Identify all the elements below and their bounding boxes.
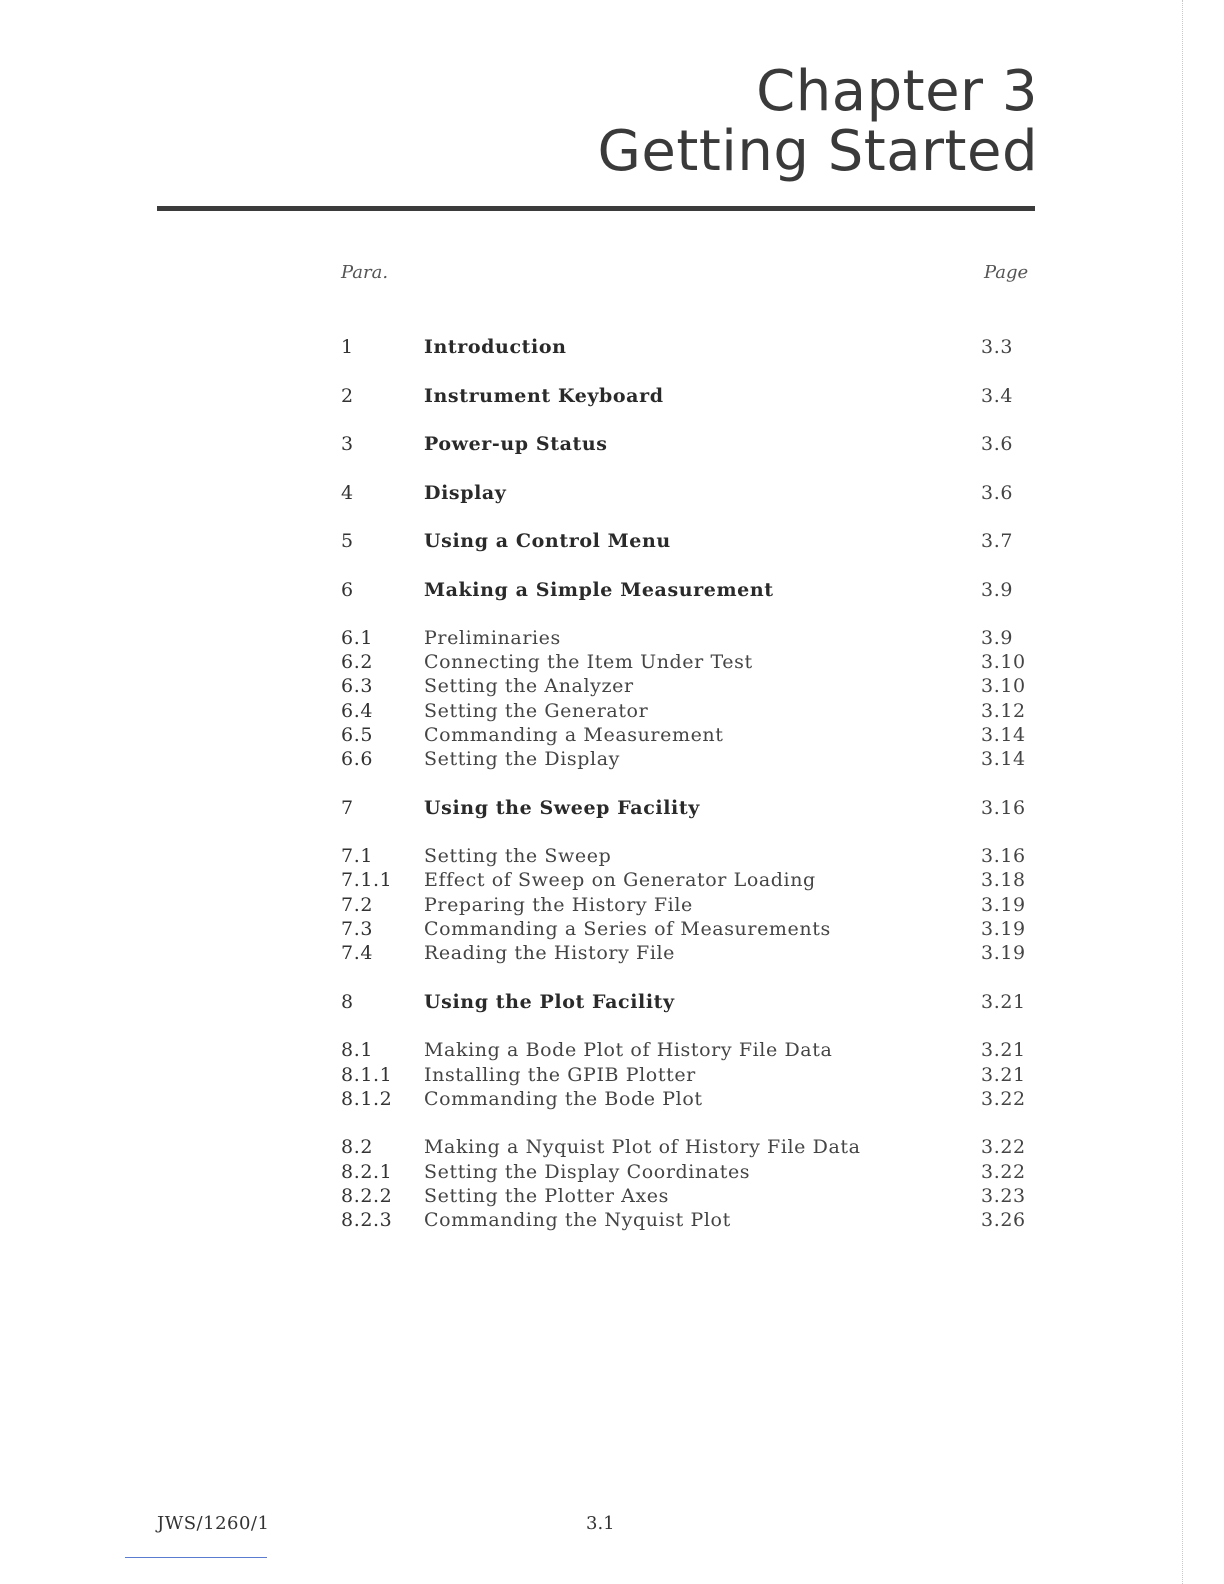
toc-para-number: 7.4 (341, 942, 374, 964)
toc-page-number: 3.22 (981, 1088, 1026, 1110)
toc-para-number: 6.1 (341, 627, 374, 649)
toc-entry (0, 482, 1224, 506)
toc-entry (0, 894, 1224, 918)
toc-title: Commanding a Series of Measurements (424, 918, 831, 940)
toc-title: Preliminaries (424, 627, 561, 649)
toc-page-number: 3.21 (981, 1064, 1026, 1086)
toc-para-number: 3 (341, 433, 354, 455)
toc-page-number: 3.4 (981, 385, 1014, 407)
toc-title: Reading the History File (424, 942, 676, 964)
toc-entry (0, 579, 1224, 603)
toc-title: Setting the Display (424, 748, 620, 770)
toc-page-number: 3.22 (981, 1136, 1026, 1158)
toc-title: Using a Control Menu (424, 530, 671, 552)
toc-title: Setting the Sweep (424, 845, 612, 867)
toc-entry (0, 942, 1224, 966)
toc-title: Using the Sweep Facility (424, 797, 700, 819)
toc-page-number: 3.9 (981, 627, 1014, 649)
toc-entry (0, 433, 1224, 457)
toc-page-number: 3.23 (981, 1185, 1026, 1207)
toc-title: Power-up Status (424, 433, 608, 455)
toc-page-number: 3.21 (981, 991, 1026, 1013)
toc-title: Effect of Sweep on Generator Loading (424, 869, 816, 891)
toc-entry (0, 530, 1224, 554)
toc-entry (0, 1161, 1224, 1185)
document-id: JWS/1260/1 (157, 1513, 270, 1534)
toc-page-number: 3.22 (981, 1161, 1026, 1183)
toc-entry (0, 991, 1224, 1015)
toc-para-number: 7.3 (341, 918, 374, 940)
toc-para-number: 6.2 (341, 651, 374, 673)
toc-page-number: 3.18 (981, 869, 1026, 891)
toc-para-number: 6 (341, 579, 354, 601)
toc-entry (0, 918, 1224, 942)
toc-page-number: 3.19 (981, 942, 1026, 964)
toc-page-number: 3.14 (981, 724, 1026, 746)
para-column-header: Para. (341, 262, 389, 283)
toc-para-number: 7 (341, 797, 354, 819)
toc-page-number: 3.10 (981, 651, 1026, 673)
toc-entry (0, 675, 1224, 699)
toc-page-number: 3.21 (981, 1039, 1026, 1061)
toc-title: Installing the GPIB Plotter (424, 1064, 696, 1086)
toc-entry (0, 336, 1224, 360)
toc-entry (0, 700, 1224, 724)
toc-page-number: 3.10 (981, 675, 1026, 697)
toc-entry (0, 748, 1224, 772)
toc-entry (0, 1088, 1224, 1112)
toc-entry (0, 797, 1224, 821)
toc-page-number: 3.9 (981, 579, 1014, 601)
toc-para-number: 4 (341, 482, 354, 504)
toc-entry (0, 724, 1224, 748)
toc-para-number: 7.2 (341, 894, 374, 916)
toc-title: Preparing the History File (424, 894, 693, 916)
toc-entry (0, 651, 1224, 675)
toc-title: Making a Bode Plot of History File Data (424, 1039, 833, 1061)
toc-title: Setting the Plotter Axes (424, 1185, 669, 1207)
chapter-heading (597, 59, 1038, 185)
page-column-header: Page (984, 262, 1029, 283)
scan-edge-marks (1182, 0, 1184, 1584)
toc-title: Instrument Keyboard (424, 385, 664, 407)
toc-para-number: 8.1.1 (341, 1064, 393, 1086)
toc-page-number: 3.6 (981, 433, 1014, 455)
toc-entry (0, 869, 1224, 893)
toc-page-number: 3.14 (981, 748, 1026, 770)
chapter-number: Chapter 3 (756, 59, 1038, 124)
toc-title: Commanding the Bode Plot (424, 1088, 703, 1110)
toc-entry (0, 385, 1224, 409)
toc-page-number: 3.16 (981, 797, 1026, 819)
toc-entry (0, 1185, 1224, 1209)
chapter-title: Getting Started (597, 119, 1038, 185)
page-number: 3.1 (586, 1513, 615, 1534)
toc-para-number: 7.1.1 (341, 869, 393, 891)
toc-page-number: 3.12 (981, 700, 1026, 722)
toc-page-number: 3.3 (981, 336, 1014, 358)
toc-entry (0, 1209, 1224, 1233)
toc-para-number: 7.1 (341, 845, 374, 867)
toc-para-number: 8.1.2 (341, 1088, 393, 1110)
toc-para-number: 2 (341, 385, 354, 407)
toc-entry (0, 1039, 1224, 1063)
toc-title: Making a Simple Measurement (424, 579, 774, 601)
toc-title: Introduction (424, 336, 567, 358)
toc-para-number: 6.5 (341, 724, 374, 746)
toc-title: Setting the Generator (424, 700, 649, 722)
toc-para-number: 8.2.3 (341, 1209, 393, 1231)
toc-entry (0, 845, 1224, 869)
toc-page-number: 3.16 (981, 845, 1026, 867)
toc-title: Commanding the Nyquist Plot (424, 1209, 731, 1231)
toc-page-number: 3.6 (981, 482, 1014, 504)
toc-title: Using the Plot Facility (424, 991, 675, 1013)
toc-entry (0, 627, 1224, 651)
toc-entry (0, 1136, 1224, 1160)
footer-underline (125, 1557, 267, 1558)
toc-title: Setting the Display Coordinates (424, 1161, 751, 1183)
toc-para-number: 8.2 (341, 1136, 374, 1158)
toc-para-number: 8.2.2 (341, 1185, 393, 1207)
toc-title: Commanding a Measurement (424, 724, 724, 746)
toc-page-number: 3.19 (981, 918, 1026, 940)
toc-page-number: 3.7 (981, 530, 1014, 552)
toc-title: Setting the Analyzer (424, 675, 634, 697)
toc-page-number: 3.26 (981, 1209, 1026, 1231)
toc-para-number: 8.1 (341, 1039, 374, 1061)
toc-para-number: 6.6 (341, 748, 374, 770)
toc-para-number: 1 (341, 336, 354, 358)
toc-title: Making a Nyquist Plot of History File Data (424, 1136, 861, 1158)
toc-title: Connecting the Item Under Test (424, 651, 753, 673)
toc-para-number: 6.3 (341, 675, 374, 697)
toc-entry (0, 1064, 1224, 1088)
toc-title: Display (424, 482, 507, 504)
heading-rule (157, 206, 1035, 211)
toc-para-number: 5 (341, 530, 354, 552)
toc-para-number: 6.4 (341, 700, 374, 722)
toc-para-number: 8.2.1 (341, 1161, 393, 1183)
toc-para-number: 8 (341, 991, 354, 1013)
toc-page-number: 3.19 (981, 894, 1026, 916)
